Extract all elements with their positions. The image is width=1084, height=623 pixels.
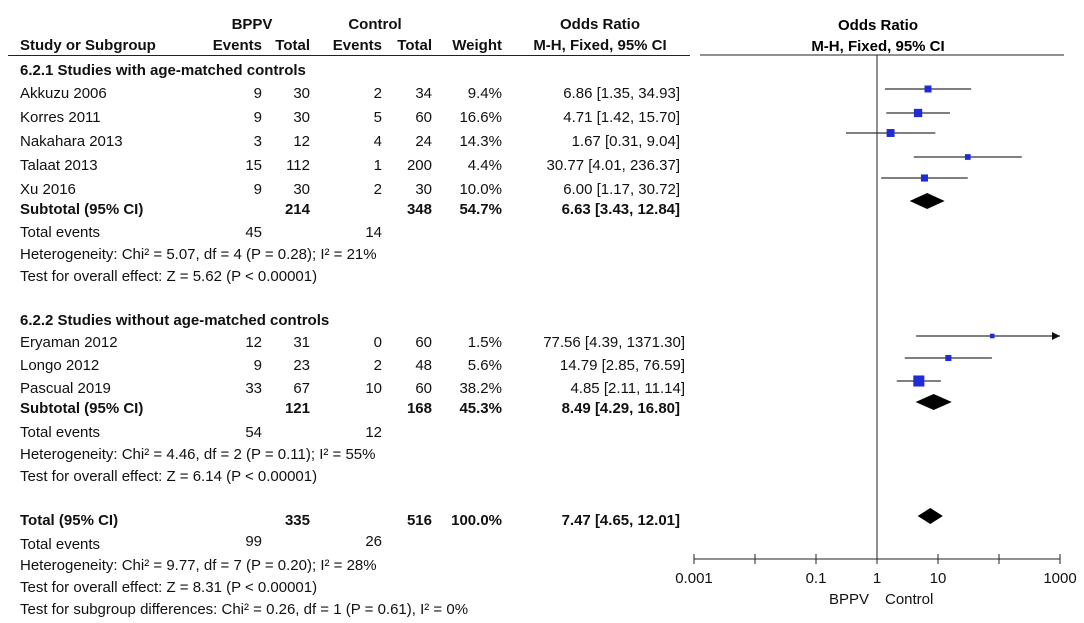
total-events-label: Total events xyxy=(20,224,101,241)
col-events-2: Events xyxy=(332,37,382,54)
study-name: Nakahara 2013 xyxy=(20,133,123,150)
col-events-1: Events xyxy=(212,37,262,54)
total-2: 30 xyxy=(415,181,432,198)
subtotal-or-ci: 8.49 [4.29, 16.80] xyxy=(561,400,680,417)
events-2: 2 xyxy=(373,181,382,198)
study-square xyxy=(921,174,928,181)
events-2: 2 xyxy=(373,85,382,102)
header-underline xyxy=(8,55,690,56)
weight: 10.0% xyxy=(459,181,502,198)
events-1: 9 xyxy=(253,181,262,198)
or-ci: 14.79 [2.85, 76.59] xyxy=(559,357,685,374)
total-1: 67 xyxy=(293,380,310,397)
total-1: 31 xyxy=(293,334,310,351)
total-events-label: Total events xyxy=(20,424,101,441)
total-events-2: 14 xyxy=(365,224,382,241)
study-name: Eryaman 2012 xyxy=(20,334,118,351)
total-total-2: 516 xyxy=(406,512,432,529)
study-name: Korres 2011 xyxy=(20,109,101,126)
summary-diamond xyxy=(910,193,945,209)
or-ci: 1.67 [0.31, 9.04] xyxy=(571,133,680,150)
col-total-1: Total xyxy=(275,37,310,54)
events-2: 4 xyxy=(373,133,382,150)
events-2: 0 xyxy=(373,334,382,351)
subtotal-label: Subtotal (95% CI) xyxy=(20,400,144,417)
total-2: 24 xyxy=(415,133,432,150)
col-weight: Weight xyxy=(452,37,502,54)
subtotal-label: Subtotal (95% CI) xyxy=(20,201,144,218)
x-tick-label: 1 xyxy=(872,570,882,587)
overall-effect-text: Test for overall effect: Z = 5.62 (P < 0.00001) xyxy=(20,268,318,285)
events-1: 3 xyxy=(253,133,262,150)
col-or-method: M-H, Fixed, 95% CI xyxy=(533,37,667,54)
study-square xyxy=(913,375,924,386)
summary-diamond xyxy=(918,508,943,524)
ci-arrow xyxy=(1052,332,1060,340)
weight: 38.2% xyxy=(459,380,502,397)
total-2: 200 xyxy=(406,157,432,174)
study-name: Akkuzu 2006 xyxy=(20,85,107,102)
study-square xyxy=(925,86,932,93)
events-1: 12 xyxy=(245,334,262,351)
total-2: 34 xyxy=(415,85,432,102)
or-column-title: Odds Ratio xyxy=(559,16,640,33)
weight: 1.5% xyxy=(467,334,502,351)
total-1: 23 xyxy=(293,357,310,374)
or-ci: 4.85 [2.11, 11.14] xyxy=(570,380,685,397)
heterogeneity-text: Heterogeneity: Chi² = 4.46, df = 2 (P = 0.11); I² = 55% xyxy=(20,446,376,463)
events-2: 1 xyxy=(373,157,382,174)
total-events-2: 26 xyxy=(365,533,382,550)
or-ci: 6.00 [1.17, 30.72] xyxy=(563,181,680,198)
overall-effect-text: Test for overall effect: Z = 6.14 (P < 0.00001) xyxy=(20,468,318,485)
subtotal-weight: 54.7% xyxy=(459,201,502,218)
events-1: 33 xyxy=(245,380,262,397)
total-events-label: Total events xyxy=(20,536,101,553)
or-ci: 4.71 [1.42, 15.70] xyxy=(563,109,680,126)
weight: 5.6% xyxy=(467,357,502,374)
total-label: Total (95% CI) xyxy=(20,512,119,529)
total-1: 30 xyxy=(293,181,310,198)
total-events-2: 12 xyxy=(365,424,382,441)
plot-method: M-H, Fixed, 95% CI xyxy=(811,38,945,55)
or-ci: 6.86 [1.35, 34.93] xyxy=(563,85,680,102)
subgroup-title: 6.2.2 Studies without age-matched controls xyxy=(20,312,330,329)
total-1: 12 xyxy=(293,133,310,150)
total-events-1: 99 xyxy=(245,533,262,550)
study-square xyxy=(945,355,951,361)
events-1: 15 xyxy=(245,157,262,174)
group1-header: BPPV xyxy=(231,16,273,33)
total-total-1: 335 xyxy=(284,512,310,529)
summary-diamond xyxy=(916,394,952,410)
subgroup-title: 6.2.1 Studies with age-matched controls xyxy=(20,62,306,79)
subtotal-total-2: 168 xyxy=(406,400,432,417)
col-total-2: Total xyxy=(397,37,432,54)
study-square xyxy=(965,154,971,160)
weight: 4.4% xyxy=(467,157,502,174)
subtotal-or-ci: 6.63 [3.43, 12.84] xyxy=(561,201,680,218)
col-study: Study or Subgroup xyxy=(20,37,156,54)
subtotal-total-1: 214 xyxy=(284,201,310,218)
total-weight: 100.0% xyxy=(451,512,502,529)
total-2: 48 xyxy=(415,357,432,374)
study-name: Pascual 2019 xyxy=(20,380,111,397)
total-2: 60 xyxy=(415,109,432,126)
events-2: 5 xyxy=(373,109,382,126)
x-tick-label: 0.001 xyxy=(675,570,713,587)
total-or-ci: 7.47 [4.65, 12.01] xyxy=(561,512,680,529)
events-1: 9 xyxy=(253,109,262,126)
study-name: Longo 2012 xyxy=(20,357,100,374)
subtotal-weight: 45.3% xyxy=(459,400,502,417)
weight: 14.3% xyxy=(459,133,502,150)
weight: 9.4% xyxy=(467,85,502,102)
total-events-1: 45 xyxy=(245,224,262,241)
total-1: 112 xyxy=(286,157,310,174)
subgroup-differences-text: Test for subgroup differences: Chi² = 0.26, df = 1 (P = 0.61), I² = 0% xyxy=(20,601,469,618)
plot-title: Odds Ratio xyxy=(837,17,919,34)
group2-header: Control xyxy=(348,16,402,33)
subtotal-total-1: 121 xyxy=(284,400,310,417)
or-ci: 30.77 [4.01, 236.37] xyxy=(546,157,680,174)
favours-right-label: Control xyxy=(885,591,934,608)
x-tick-label: 10 xyxy=(929,570,947,587)
study-name: Xu 2016 xyxy=(20,181,76,198)
total-2: 60 xyxy=(415,334,432,351)
x-tick-label: 1000 xyxy=(1043,570,1077,587)
study-square xyxy=(887,129,895,137)
total-1: 30 xyxy=(293,85,310,102)
total-2: 60 xyxy=(415,380,432,397)
weight: 16.6% xyxy=(459,109,502,126)
events-1: 9 xyxy=(253,85,262,102)
heterogeneity-text: Heterogeneity: Chi² = 5.07, df = 4 (P = 0.28); I² = 21% xyxy=(20,246,377,263)
x-tick-label: 0.1 xyxy=(805,570,827,587)
overall-effect-text: Test for overall effect: Z = 8.31 (P < 0.00001) xyxy=(20,579,318,596)
events-2: 10 xyxy=(365,380,382,397)
or-ci: 77.56 [4.39, 1371.30] xyxy=(543,334,685,351)
total-1: 30 xyxy=(293,109,310,126)
events-2: 2 xyxy=(373,357,382,374)
total-events-1: 54 xyxy=(245,424,262,441)
study-name: Talaat 2013 xyxy=(20,157,98,174)
events-1: 9 xyxy=(253,357,262,374)
study-square xyxy=(914,109,922,117)
favours-left-label: BPPV xyxy=(828,591,869,608)
subtotal-total-2: 348 xyxy=(406,201,432,218)
study-square xyxy=(990,334,995,339)
heterogeneity-text: Heterogeneity: Chi² = 9.77, df = 7 (P = 0.20); I² = 28% xyxy=(20,557,377,574)
